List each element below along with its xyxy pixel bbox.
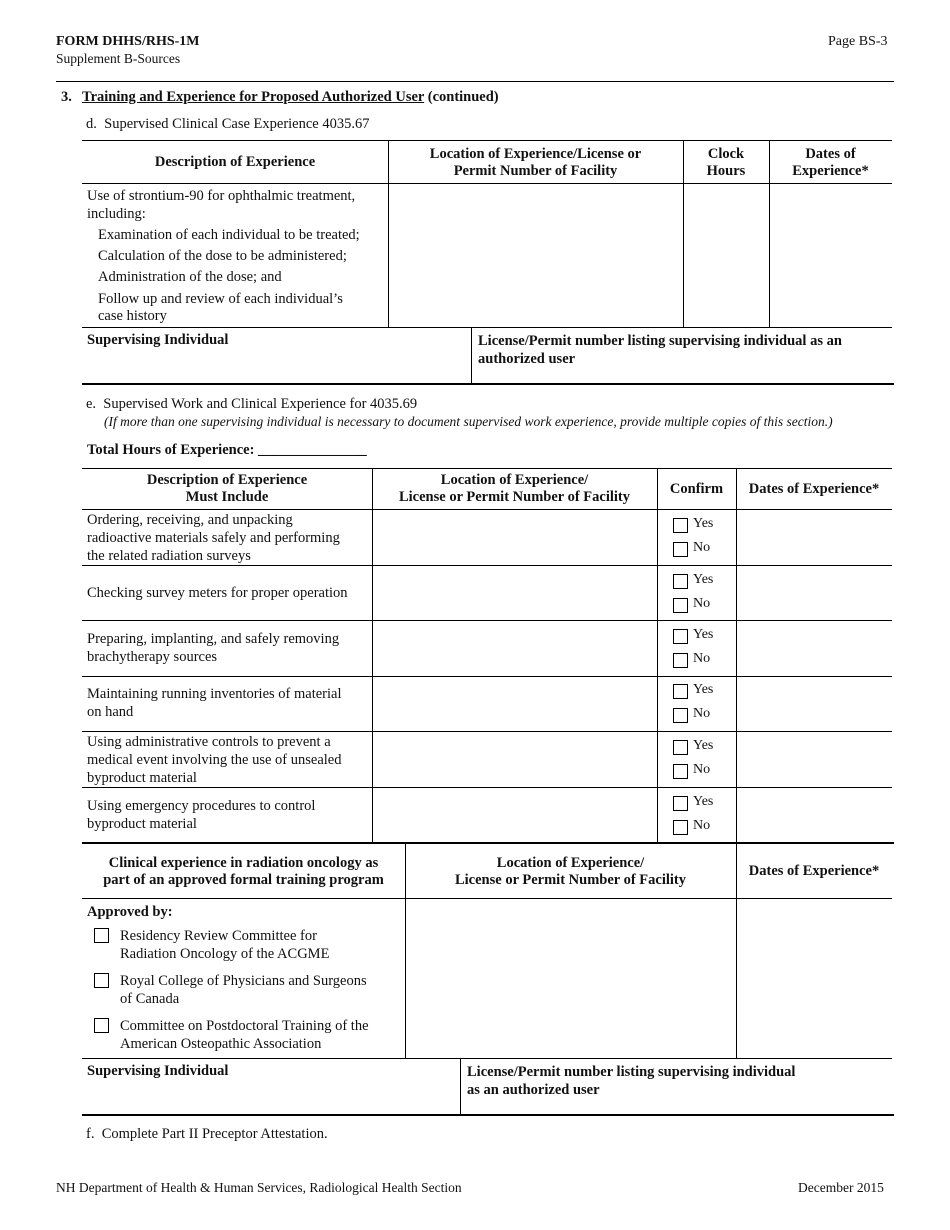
dates-input-cell[interactable] [737, 677, 892, 731]
col-header-location-line1: Location of Experience/ [440, 472, 589, 488]
no-label: No [693, 596, 711, 611]
col-header-description-line2: Must Include [185, 489, 269, 505]
clinical-header-line1: Clinical experience in radiation oncology as [108, 855, 379, 871]
yes-label: Yes [693, 627, 714, 642]
row-description-line: brachytherapy sources [87, 649, 218, 665]
yes-label: Yes [693, 572, 714, 587]
row-description [87, 733, 341, 787]
col-header-description-line1: Description of Experience [146, 472, 308, 488]
royal-college-checkbox[interactable] [94, 973, 109, 988]
location-input-cell[interactable] [389, 184, 683, 327]
col-header-dates-line2: Experience* [792, 163, 869, 179]
no-label: No [693, 706, 711, 721]
description-line: Calculation of the dose to be administered; [98, 248, 347, 264]
license-permit-label-line1: License/Permit number listing supervising individual [467, 1064, 796, 1080]
description-line: Examination of each individual to be treated; [98, 227, 360, 243]
no-checkbox[interactable] [673, 542, 688, 557]
aoa-checkbox[interactable] [94, 1018, 109, 1033]
no-label: No [693, 762, 711, 777]
col-header-description: Description of Experience [154, 154, 316, 170]
col-header-clock-line1: Clock [707, 146, 745, 162]
col-header-clock-hours [683, 146, 769, 180]
no-checkbox[interactable] [673, 708, 688, 723]
description-line: Follow up and review of each individual’s [98, 291, 343, 307]
row-description-line: medical event involving the use of unsealed [87, 752, 342, 768]
col-divider [460, 1058, 461, 1115]
row-description-line: Using emergency procedures to control [87, 798, 316, 814]
table-row-border [82, 1058, 892, 1059]
row-description [87, 630, 339, 666]
row-description-line: Ordering, receiving, and unpacking [87, 512, 293, 528]
yes-checkbox[interactable] [673, 629, 688, 644]
option-label-line: Radiation Oncology of the ACGME [120, 946, 330, 962]
table-section-border [82, 842, 894, 844]
approved-by-label: Approved by: [87, 904, 173, 920]
row-description [87, 685, 342, 721]
row-description-line: Maintaining running inventories of material [87, 686, 342, 702]
option-label-line: of Canada [120, 991, 180, 1007]
row-description-line: Preparing, implanting, and safely removing [87, 631, 340, 647]
row-description-line: radioactive materials safely and performing [87, 530, 340, 546]
location-input-cell[interactable] [373, 788, 657, 842]
col-header-location-line2: Permit Number of Facility [453, 163, 618, 179]
acgme-checkbox[interactable] [94, 928, 109, 943]
option-label-line: Royal College of Physicians and Surgeons [120, 973, 367, 989]
location-input-cell[interactable] [373, 732, 657, 787]
no-checkbox[interactable] [673, 820, 688, 835]
row-description [87, 584, 348, 602]
license-permit-label [467, 1063, 795, 1099]
yes-checkbox[interactable] [673, 740, 688, 755]
no-checkbox[interactable] [673, 653, 688, 668]
section-number: 3. [61, 89, 72, 105]
royal-college-option-label [120, 972, 367, 1008]
no-label: No [693, 818, 711, 833]
col-divider [471, 327, 472, 384]
acgme-option-label [120, 927, 329, 963]
description-line: case history [98, 308, 167, 324]
section-title: Training and Experience for Proposed Authorized User [82, 89, 425, 105]
supervising-individual-label: Supervising Individual [87, 332, 229, 348]
dates-input-cell[interactable] [737, 510, 892, 565]
col-header-location [372, 472, 657, 506]
location-input-cell[interactable] [373, 510, 657, 565]
no-checkbox[interactable] [673, 598, 688, 613]
no-label: No [693, 651, 711, 666]
section-f-label: f. Complete Part II Preceptor Attestation. [86, 1126, 328, 1142]
yes-checkbox[interactable] [673, 684, 688, 699]
footer-agency: NH Department of Health & Human Services, Radiological Health Section [56, 1180, 462, 1195]
no-checkbox[interactable] [673, 764, 688, 779]
clinical-location-line1: Location of Experience/ [496, 855, 645, 871]
option-label-line: Residency Review Committee for [120, 928, 317, 944]
dates-input-cell[interactable] [737, 621, 892, 676]
total-hours-field[interactable]: Total Hours of Experience: _______________ [87, 442, 367, 458]
col-header-description [82, 472, 372, 506]
table-bottom-border [82, 383, 894, 385]
table-row-border [82, 327, 892, 328]
license-permit-label [478, 332, 842, 368]
clinical-header-line2: part of an approved formal training program [103, 872, 384, 888]
yes-checkbox[interactable] [673, 574, 688, 589]
license-permit-label-line2: authorized user [478, 351, 576, 367]
description-line: including: [87, 206, 146, 222]
yes-label: Yes [693, 794, 714, 809]
col-header-clock-line2: Hours [706, 163, 746, 179]
no-label: No [693, 540, 711, 555]
col-header-confirm: Confirm [669, 481, 724, 497]
supplement-title: Supplement B-Sources [56, 51, 181, 66]
row-description-line: Checking survey meters for proper operation [87, 585, 348, 601]
clinical-location-line2: License or Permit Number of Facility [454, 872, 686, 888]
description-line: Use of strontium-90 for ophthalmic treatment, [87, 188, 356, 204]
section-suffix: (continued) [427, 89, 499, 105]
clinical-location-input-cell[interactable] [406, 899, 736, 1058]
location-input-cell[interactable] [373, 621, 657, 676]
dates-input-cell[interactable] [770, 184, 892, 327]
dates-input-cell[interactable] [737, 566, 892, 620]
row-description [87, 797, 315, 833]
clinical-header [82, 855, 405, 889]
yes-checkbox[interactable] [673, 518, 688, 533]
yes-label: Yes [693, 516, 714, 531]
table-top-border [82, 140, 892, 141]
supervising-individual-label: Supervising Individual [87, 1063, 229, 1079]
section-e-label: e. Supervised Work and Clinical Experience for 4035.69 [86, 396, 418, 412]
clinical-col-header-location [405, 855, 736, 889]
aoa-option-label [120, 1017, 369, 1053]
col-header-location [388, 146, 683, 180]
location-input-cell[interactable] [373, 566, 657, 620]
yes-checkbox[interactable] [673, 796, 688, 811]
dates-input-cell[interactable] [737, 788, 892, 842]
footer-date: December 2015 [798, 1180, 884, 1195]
section-e-note: (If more than one supervising individual is necessary to document supervised work experience, provide multiple copies of this section.) [104, 414, 833, 429]
location-input-cell[interactable] [373, 677, 657, 731]
row-description [87, 511, 340, 565]
clock-hours-input-cell[interactable] [684, 184, 769, 327]
col-header-location-line2: License or Permit Number of Facility [398, 489, 630, 505]
col-header-dates-line1: Dates of [805, 146, 856, 162]
license-permit-label-line2: as an authorized user [467, 1082, 600, 1098]
section-heading [82, 89, 499, 106]
row-description-line: byproduct material [87, 770, 197, 786]
supervising-individual-input[interactable] [82, 350, 470, 382]
row-description-line: byproduct material [87, 816, 197, 832]
row-description-line: Using administrative controls to prevent a [87, 734, 331, 750]
clinical-col-header-dates: Dates of Experience* [748, 863, 880, 879]
row-description-line: the related radiation surveys [87, 548, 251, 564]
yes-label: Yes [693, 738, 714, 753]
license-permit-label-line1: License/Permit number listing supervising individual as an [478, 333, 842, 349]
yes-label: Yes [693, 682, 714, 697]
clinical-dates-input-cell[interactable] [737, 899, 892, 1058]
dates-input-cell[interactable] [737, 732, 892, 787]
section-d-label: d. Supervised Clinical Case Experience 4035.67 [86, 116, 370, 132]
supervising-individual-input[interactable] [82, 1080, 459, 1113]
description-line: Administration of the dose; and [98, 269, 282, 285]
col-header-dates: Dates of Experience* [748, 481, 880, 497]
col-header-dates [769, 146, 892, 180]
option-label-line: Committee on Postdoctoral Training of the [120, 1018, 369, 1034]
page-number: Page BS-3 [828, 34, 888, 49]
row-description-line: on hand [87, 704, 134, 720]
col-header-location-line1: Location of Experience/License or [429, 146, 642, 162]
table-top-border [82, 468, 892, 469]
header-divider [56, 81, 894, 82]
option-label-line: American Osteopathic Association [120, 1036, 322, 1052]
col-divider [657, 468, 658, 842]
table-bottom-border [82, 1114, 894, 1116]
form-id: FORM DHHS/RHS-1M [56, 34, 200, 49]
